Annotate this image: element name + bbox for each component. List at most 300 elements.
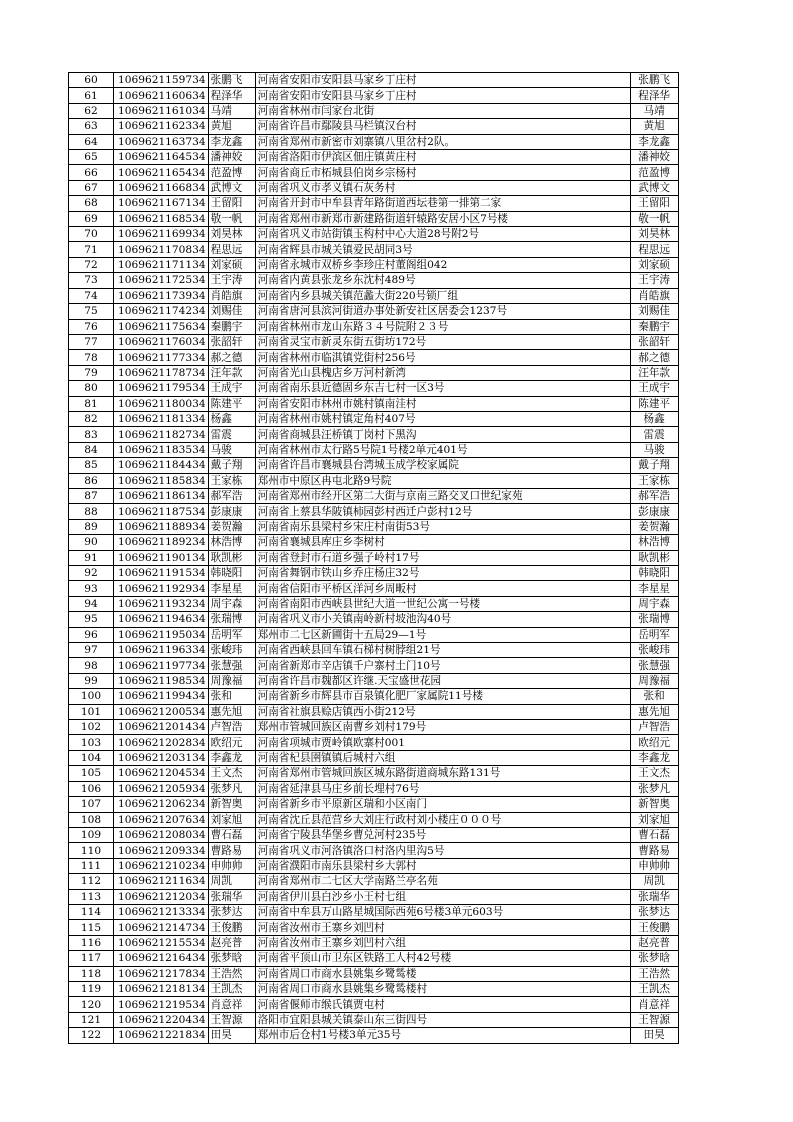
- tracking-number-cell: 1069621178734: [114, 365, 209, 380]
- recipient-name-repeat-cell: 赵亮普: [630, 935, 678, 950]
- recipient-name-repeat-cell: 曹路易: [630, 843, 678, 858]
- table-row: [69, 596, 679, 611]
- recipient-name-repeat-cell: 曹石磊: [630, 827, 678, 842]
- table-row: [69, 365, 679, 380]
- table-row: [69, 951, 679, 966]
- recipient-name-repeat-cell: 韩晓阳: [630, 566, 678, 581]
- recipient-name-repeat-cell: 张梦达: [630, 904, 678, 919]
- address-cell: 河南省延津县马庄乡前长埋村76号: [255, 781, 630, 796]
- table-row: [69, 781, 679, 796]
- table-row: [69, 242, 679, 257]
- recipient-name-cell: 惠先旭: [208, 704, 255, 719]
- recipient-name-repeat-cell: 张瑞博: [630, 612, 678, 627]
- table-row: [69, 196, 679, 211]
- tracking-number-cell: 1069621214734: [114, 920, 209, 935]
- table-row: [69, 797, 679, 812]
- table-row: [69, 273, 679, 288]
- recipient-name-cell: 姜贺瀚: [208, 519, 255, 534]
- recipient-name-cell: 范盈博: [208, 165, 255, 180]
- address-cell: 河南省巩义市站街镇玉构村中心大道28号附2号: [255, 227, 630, 242]
- row-number-cell: 85: [69, 458, 114, 473]
- tracking-number-cell: 1069621162334: [114, 119, 209, 134]
- address-cell: 河南省濮阳市南乐县梁村乡大郭村: [255, 858, 630, 873]
- tracking-number-cell: 1069621220434: [114, 1012, 209, 1027]
- recipient-name-repeat-cell: 惠先旭: [630, 704, 678, 719]
- table-row: [69, 643, 679, 658]
- table-row: [69, 550, 679, 565]
- row-number-cell: 103: [69, 735, 114, 750]
- table-row: [69, 73, 679, 88]
- recipient-name-repeat-cell: 耿凯彬: [630, 550, 678, 565]
- tracking-number-cell: 1069621184434: [114, 458, 209, 473]
- row-number-cell: 88: [69, 504, 114, 519]
- recipient-name-cell: 周凯: [208, 874, 255, 889]
- tracking-number-cell: 1069621206234: [114, 797, 209, 812]
- recipient-name-repeat-cell: 敬一帆: [630, 211, 678, 226]
- address-cell: 河南省宁陵县华堡乡曹兑河村235号: [255, 827, 630, 842]
- table-row: [69, 566, 679, 581]
- recipient-name-repeat-cell: 王俊鹏: [630, 920, 678, 935]
- recipient-name-cell: 张瑞华: [208, 889, 255, 904]
- recipient-name-cell: 王凯杰: [208, 981, 255, 996]
- tracking-number-cell: 1069621171134: [114, 257, 209, 272]
- address-cell: 河南省巩义市孝义镇石灰务村: [255, 180, 630, 195]
- address-cell: 河南省辉县市城关镇爱民胡同3号: [255, 242, 630, 257]
- tracking-number-cell: 1069621205934: [114, 781, 209, 796]
- recipient-name-cell: 张峻玮: [208, 643, 255, 658]
- tracking-number-cell: 1069621200534: [114, 704, 209, 719]
- recipient-name-repeat-cell: 林浩博: [630, 535, 678, 550]
- recipient-name-repeat-cell: 戴子翔: [630, 458, 678, 473]
- recipient-name-cell: 刘家硕: [208, 257, 255, 272]
- recipient-name-repeat-cell: 雷震: [630, 427, 678, 442]
- table-row: [69, 627, 679, 642]
- recipient-name-cell: 武博文: [208, 180, 255, 195]
- row-number-cell: 79: [69, 365, 114, 380]
- address-cell: 郑州市二七区新圃街十五局29—1号: [255, 627, 630, 642]
- recipient-name-repeat-cell: 王智源: [630, 1012, 678, 1027]
- tracking-number-cell: 1069621160634: [114, 88, 209, 103]
- address-cell: 河南省舞钢市铁山乡乔庄杨庄32号: [255, 566, 630, 581]
- tracking-number-cell: 1069621169934: [114, 227, 209, 242]
- recipient-name-cell: 张梦达: [208, 904, 255, 919]
- recipient-name-cell: 刘昊林: [208, 227, 255, 242]
- recipient-name-cell: 程思远: [208, 242, 255, 257]
- tracking-number-cell: 1069621210234: [114, 858, 209, 873]
- table-row: [69, 473, 679, 488]
- recipient-name-cell: 张和: [208, 689, 255, 704]
- table-row: [69, 720, 679, 735]
- table-row: [69, 935, 679, 950]
- row-number-cell: 101: [69, 704, 114, 719]
- recipient-name-cell: 周豫福: [208, 673, 255, 688]
- recipient-name-repeat-cell: 肖意祥: [630, 997, 678, 1012]
- recipient-name-repeat-cell: 刘家硕: [630, 257, 678, 272]
- recipient-name-cell: 王成宇: [208, 381, 255, 396]
- table-row: [69, 150, 679, 165]
- address-cell: 河南省内黄县张龙乡东沈村489号: [255, 273, 630, 288]
- recipient-name-cell: 彭康康: [208, 504, 255, 519]
- tracking-number-cell: 1069621174234: [114, 304, 209, 319]
- row-number-cell: 114: [69, 904, 114, 919]
- tracking-number-cell: 1069621181334: [114, 411, 209, 426]
- address-cell: 河南省伊川县白沙乡小王村七组: [255, 889, 630, 904]
- address-cell: 河南省林州市龙山东路３４号院附２３号: [255, 319, 630, 334]
- row-number-cell: 62: [69, 103, 114, 118]
- address-cell: 河南省新乡市平原新区瑞和小区南门: [255, 797, 630, 812]
- address-cell: 河南省襄城县库庄乡李树村: [255, 535, 630, 550]
- row-number-cell: 100: [69, 689, 114, 704]
- row-number-cell: 82: [69, 411, 114, 426]
- tracking-number-cell: 1069621185834: [114, 473, 209, 488]
- recipient-name-cell: 刘赐佳: [208, 304, 255, 319]
- row-number-cell: 64: [69, 134, 114, 149]
- recipient-name-repeat-cell: 卢智浩: [630, 720, 678, 735]
- recipient-name-repeat-cell: 申帅帅: [630, 858, 678, 873]
- address-cell: 河南省南乐县近德固乡东吉七村一区3号: [255, 381, 630, 396]
- tracking-number-cell: 1069621177334: [114, 350, 209, 365]
- address-cell: 河南省信阳市平桥区洋河乡周畈村: [255, 581, 630, 596]
- address-cell: 郑州市中原区冉屯北路9号院: [255, 473, 630, 488]
- recipient-name-repeat-cell: 汪年款: [630, 365, 678, 380]
- row-number-cell: 89: [69, 519, 114, 534]
- row-number-cell: 105: [69, 766, 114, 781]
- table-row: [69, 581, 679, 596]
- tracking-number-cell: 1069621195034: [114, 627, 209, 642]
- recipient-name-cell: 林浩博: [208, 535, 255, 550]
- row-number-cell: 102: [69, 720, 114, 735]
- recipient-name-cell: 王俊鹏: [208, 920, 255, 935]
- recipient-name-cell: 张梦晗: [208, 951, 255, 966]
- table-row: [69, 981, 679, 996]
- table-row: [69, 858, 679, 873]
- recipient-name-cell: 王文杰: [208, 766, 255, 781]
- row-number-cell: 71: [69, 242, 114, 257]
- tracking-number-cell: 1069621161034: [114, 103, 209, 118]
- row-number-cell: 77: [69, 334, 114, 349]
- table-row: [69, 504, 679, 519]
- table-row: [69, 812, 679, 827]
- address-cell: 河南省郑州市新密市刘寨镇八里岔村2队。: [255, 134, 630, 149]
- row-number-cell: 110: [69, 843, 114, 858]
- tracking-number-cell: 1069621163734: [114, 134, 209, 149]
- row-number-cell: 78: [69, 350, 114, 365]
- recipient-name-cell: 王浩然: [208, 966, 255, 981]
- row-number-cell: 116: [69, 935, 114, 950]
- address-cell: 河南省周口市商水县姚集乡鹭鸶楼: [255, 966, 630, 981]
- address-cell: 河南省林州市姚村镇定角村407号: [255, 411, 630, 426]
- tracking-number-cell: 1069621212034: [114, 889, 209, 904]
- table-row: [69, 427, 679, 442]
- table-row: [69, 766, 679, 781]
- recipient-name-repeat-cell: 张韶轩: [630, 334, 678, 349]
- recipient-name-repeat-cell: 张梦晗: [630, 951, 678, 966]
- address-cell: 河南省商城县汪桥镇丁岗村下黑沟: [255, 427, 630, 442]
- recipient-name-repeat-cell: 程泽华: [630, 88, 678, 103]
- tracking-number-cell: 1069621197734: [114, 658, 209, 673]
- tracking-number-cell: 1069621215534: [114, 935, 209, 950]
- recipient-name-cell: 岳明军: [208, 627, 255, 642]
- tracking-number-cell: 1069621168534: [114, 211, 209, 226]
- row-number-cell: 72: [69, 257, 114, 272]
- recipient-name-cell: 申帅帅: [208, 858, 255, 873]
- table-row: [69, 304, 679, 319]
- tracking-number-cell: 1069621176034: [114, 334, 209, 349]
- tracking-number-cell: 1069621198534: [114, 673, 209, 688]
- recipient-name-cell: 王留阳: [208, 196, 255, 211]
- recipient-name-cell: 张韶轩: [208, 334, 255, 349]
- address-cell: 河南省社旗县赊店镇西小街212号: [255, 704, 630, 719]
- row-number-cell: 94: [69, 596, 114, 611]
- row-number-cell: 96: [69, 627, 114, 642]
- row-number-cell: 91: [69, 550, 114, 565]
- tracking-number-cell: 1069621209334: [114, 843, 209, 858]
- recipient-name-repeat-cell: 秦鹏宇: [630, 319, 678, 334]
- recipient-name-cell: 王智源: [208, 1012, 255, 1027]
- address-cell: 河南省郑州市管城回族区城东路街道商城东路131号: [255, 766, 630, 781]
- row-number-cell: 74: [69, 288, 114, 303]
- recipient-name-repeat-cell: 岳明军: [630, 627, 678, 642]
- address-cell: 河南省唐河县滨河街道办事处新安社区居委会1237号: [255, 304, 630, 319]
- row-number-cell: 118: [69, 966, 114, 981]
- recipient-name-repeat-cell: 潘神姣: [630, 150, 678, 165]
- address-cell: 河南省南阳市西峡县世纪大道一世纪公寓一号楼: [255, 596, 630, 611]
- row-number-cell: 65: [69, 150, 114, 165]
- table-row: [69, 103, 679, 118]
- recipient-name-cell: 李星星: [208, 581, 255, 596]
- row-number-cell: 69: [69, 211, 114, 226]
- row-number-cell: 113: [69, 889, 114, 904]
- recipient-name-cell: 王家栋: [208, 473, 255, 488]
- recipient-name-cell: 马骏: [208, 442, 255, 457]
- recipient-name-cell: 肖意祥: [208, 997, 255, 1012]
- recipient-name-repeat-cell: 王宇涛: [630, 273, 678, 288]
- address-cell: 河南省内乡县城关镇范蠡大街220号锁厂组: [255, 288, 630, 303]
- recipient-name-cell: 杨鑫: [208, 411, 255, 426]
- row-number-cell: 84: [69, 442, 114, 457]
- recipient-name-cell: 陈建平: [208, 396, 255, 411]
- table-row: [69, 519, 679, 534]
- recipient-name-repeat-cell: 王文杰: [630, 766, 678, 781]
- recipient-name-repeat-cell: 陈建平: [630, 396, 678, 411]
- row-number-cell: 95: [69, 612, 114, 627]
- table-row: [69, 165, 679, 180]
- tracking-number-cell: 1069621203134: [114, 750, 209, 765]
- tracking-number-cell: 1069621193234: [114, 596, 209, 611]
- address-cell: 河南省周口市商水县姚集乡鹭鸶楼村: [255, 981, 630, 996]
- address-cell: 河南省中牟县万山路星城国际西苑6号楼3单元603号: [255, 904, 630, 919]
- recipient-name-repeat-cell: 王浩然: [630, 966, 678, 981]
- address-cell: 河南省商丘市柘城县伯岗乡宗杨村: [255, 165, 630, 180]
- tracking-number-cell: 1069621190134: [114, 550, 209, 565]
- address-cell: 河南省许昌市鄢陵县马栏镇汉台村: [255, 119, 630, 134]
- roster-table-body: [69, 73, 679, 1044]
- row-number-cell: 75: [69, 304, 114, 319]
- row-number-cell: 106: [69, 781, 114, 796]
- address-cell: 河南省巩义市河洛镇洛口村洛内里沟5号: [255, 843, 630, 858]
- table-row: [69, 1012, 679, 1027]
- tracking-number-cell: 1069621189234: [114, 535, 209, 550]
- table-row: [69, 889, 679, 904]
- table-row: [69, 673, 679, 688]
- table-row: [69, 180, 679, 195]
- tracking-number-cell: 1069621179534: [114, 381, 209, 396]
- table-row: [69, 843, 679, 858]
- table-row: [69, 1028, 679, 1043]
- row-number-cell: 97: [69, 643, 114, 658]
- recipient-name-cell: 潘神姣: [208, 150, 255, 165]
- recipient-name-repeat-cell: 张和: [630, 689, 678, 704]
- row-number-cell: 115: [69, 920, 114, 935]
- recipient-name-repeat-cell: 武博文: [630, 180, 678, 195]
- row-number-cell: 104: [69, 750, 114, 765]
- row-number-cell: 121: [69, 1012, 114, 1027]
- table-row: [69, 535, 679, 550]
- address-cell: 洛阳市宜阳县城关镇泰山东三街四号: [255, 1012, 630, 1027]
- row-number-cell: 61: [69, 88, 114, 103]
- recipient-name-repeat-cell: 王家栋: [630, 473, 678, 488]
- address-cell: 河南省郑州市新郑市新建路街道轩辕路安居小区7号楼: [255, 211, 630, 226]
- row-number-cell: 108: [69, 812, 114, 827]
- tracking-number-cell: 1069621216434: [114, 951, 209, 966]
- recipient-name-cell: 张瑞博: [208, 612, 255, 627]
- address-cell: 河南省平顶山市卫东区铁路工人村42号楼: [255, 951, 630, 966]
- row-number-cell: 112: [69, 874, 114, 889]
- table-row: [69, 442, 679, 457]
- address-cell: 河南省项城市贾岭镇欧寨村001: [255, 735, 630, 750]
- recipient-name-repeat-cell: 王留阳: [630, 196, 678, 211]
- row-number-cell: 66: [69, 165, 114, 180]
- recipient-name-repeat-cell: 肖皓旗: [630, 288, 678, 303]
- recipient-name-repeat-cell: 李龙鑫: [630, 134, 678, 149]
- recipient-name-repeat-cell: 张鹏飞: [630, 73, 678, 88]
- tracking-number-cell: 1069621219534: [114, 997, 209, 1012]
- recipient-name-repeat-cell: 刘赐佳: [630, 304, 678, 319]
- recipient-name-cell: 刘家旭: [208, 812, 255, 827]
- row-number-cell: 119: [69, 981, 114, 996]
- tracking-number-cell: 1069621199434: [114, 689, 209, 704]
- table-row: [69, 458, 679, 473]
- tracking-number-cell: 1069621196334: [114, 643, 209, 658]
- tracking-number-cell: 1069621191534: [114, 566, 209, 581]
- tracking-number-cell: 1069621183534: [114, 442, 209, 457]
- address-cell: 河南省安阳市林州市姚村镇南洼村: [255, 396, 630, 411]
- recipient-name-repeat-cell: 杨鑫: [630, 411, 678, 426]
- address-cell: 河南省永城市双桥乡李珍庄村董阁组042: [255, 257, 630, 272]
- recipient-name-cell: 欧绍元: [208, 735, 255, 750]
- table-row: [69, 227, 679, 242]
- row-number-cell: 60: [69, 73, 114, 88]
- address-cell: 河南省安阳市安阳县马家乡丁庄村: [255, 73, 630, 88]
- tracking-number-cell: 1069621201434: [114, 720, 209, 735]
- recipient-name-cell: 肖皓旗: [208, 288, 255, 303]
- address-cell: 河南省偃师市缑氏镇贾屯村: [255, 997, 630, 1012]
- recipient-name-repeat-cell: 张慧强: [630, 658, 678, 673]
- address-cell: 河南省开封市中牟县青年路街道西坛巷第一排第二家: [255, 196, 630, 211]
- table-row: [69, 997, 679, 1012]
- recipient-name-cell: 王宇涛: [208, 273, 255, 288]
- row-number-cell: 98: [69, 658, 114, 673]
- row-number-cell: 87: [69, 488, 114, 503]
- recipient-name-repeat-cell: 王凯杰: [630, 981, 678, 996]
- recipient-name-repeat-cell: 周宇森: [630, 596, 678, 611]
- table-row: [69, 119, 679, 134]
- address-cell: 河南省杞县圉镇镇后城村六组: [255, 750, 630, 765]
- address-cell: 河南省许昌市魏都区许继.天宝盛世花园: [255, 673, 630, 688]
- table-row: [69, 211, 679, 226]
- table-row: [69, 689, 679, 704]
- address-cell: 河南省新乡市辉县市百泉镇化肥厂家属院11号楼: [255, 689, 630, 704]
- recipient-name-repeat-cell: 周豫福: [630, 673, 678, 688]
- recipient-name-cell: 张鹏飞: [208, 73, 255, 88]
- row-number-cell: 117: [69, 951, 114, 966]
- row-number-cell: 80: [69, 381, 114, 396]
- address-cell: 河南省郑州市二七区大学南路兰亭名苑: [255, 874, 630, 889]
- address-cell: 河南省汝州市王寨乡刘凹村: [255, 920, 630, 935]
- recipient-name-cell: 敬一帆: [208, 211, 255, 226]
- tracking-number-cell: 1069621173934: [114, 288, 209, 303]
- recipient-name-repeat-cell: 田昊: [630, 1028, 678, 1043]
- tracking-number-cell: 1069621167134: [114, 196, 209, 211]
- recipient-name-cell: 汪年款: [208, 365, 255, 380]
- table-row: [69, 920, 679, 935]
- table-row: [69, 874, 679, 889]
- tracking-number-cell: 1069621208034: [114, 827, 209, 842]
- address-cell: 河南省西峡县回车镇石梯村树脖组21号: [255, 643, 630, 658]
- address-cell: 河南省沈丘县范营乡大刘庄行政村刘小楼庄０００号: [255, 812, 630, 827]
- table-row: [69, 735, 679, 750]
- recipient-name-repeat-cell: 范盈博: [630, 165, 678, 180]
- recipient-name-repeat-cell: 张峻玮: [630, 643, 678, 658]
- recipient-name-cell: 张梦凡: [208, 781, 255, 796]
- address-cell: 河南省巩义市小关镇南岭新村坡池沟40号: [255, 612, 630, 627]
- recipient-name-repeat-cell: 李鑫龙: [630, 750, 678, 765]
- table-row: [69, 658, 679, 673]
- recipient-name-cell: 赵亮普: [208, 935, 255, 950]
- tracking-number-cell: 1069621172534: [114, 273, 209, 288]
- table-row: [69, 612, 679, 627]
- table-row: [69, 904, 679, 919]
- recipient-name-repeat-cell: 李星星: [630, 581, 678, 596]
- recipient-name-repeat-cell: 刘昊林: [630, 227, 678, 242]
- tracking-number-cell: 1069621192934: [114, 581, 209, 596]
- row-number-cell: 93: [69, 581, 114, 596]
- table-row: [69, 288, 679, 303]
- table-row: [69, 750, 679, 765]
- tracking-number-cell: 1069621211634: [114, 874, 209, 889]
- recipient-name-repeat-cell: 郝之德: [630, 350, 678, 365]
- row-number-cell: 107: [69, 797, 114, 812]
- tracking-number-cell: 1069621159734: [114, 73, 209, 88]
- row-number-cell: 120: [69, 997, 114, 1012]
- table-row: [69, 381, 679, 396]
- roster-table: [68, 72, 679, 1044]
- table-row: [69, 488, 679, 503]
- row-number-cell: 109: [69, 827, 114, 842]
- recipient-name-repeat-cell: 王成宇: [630, 381, 678, 396]
- recipient-name-repeat-cell: 彭康康: [630, 504, 678, 519]
- recipient-name-repeat-cell: 刘家旭: [630, 812, 678, 827]
- address-cell: 河南省郑州市经开区第二大街与京南三路交叉口世纪家苑: [255, 488, 630, 503]
- recipient-name-cell: 郝军浩: [208, 488, 255, 503]
- recipient-name-repeat-cell: 黄旭: [630, 119, 678, 134]
- row-number-cell: 70: [69, 227, 114, 242]
- row-number-cell: 99: [69, 673, 114, 688]
- address-cell: 河南省许昌市襄城县台湾城玉成学校家属院: [255, 458, 630, 473]
- table-row: [69, 350, 679, 365]
- address-cell: 河南省光山县槐店乡万河村新湾: [255, 365, 630, 380]
- recipient-name-cell: 周宇森: [208, 596, 255, 611]
